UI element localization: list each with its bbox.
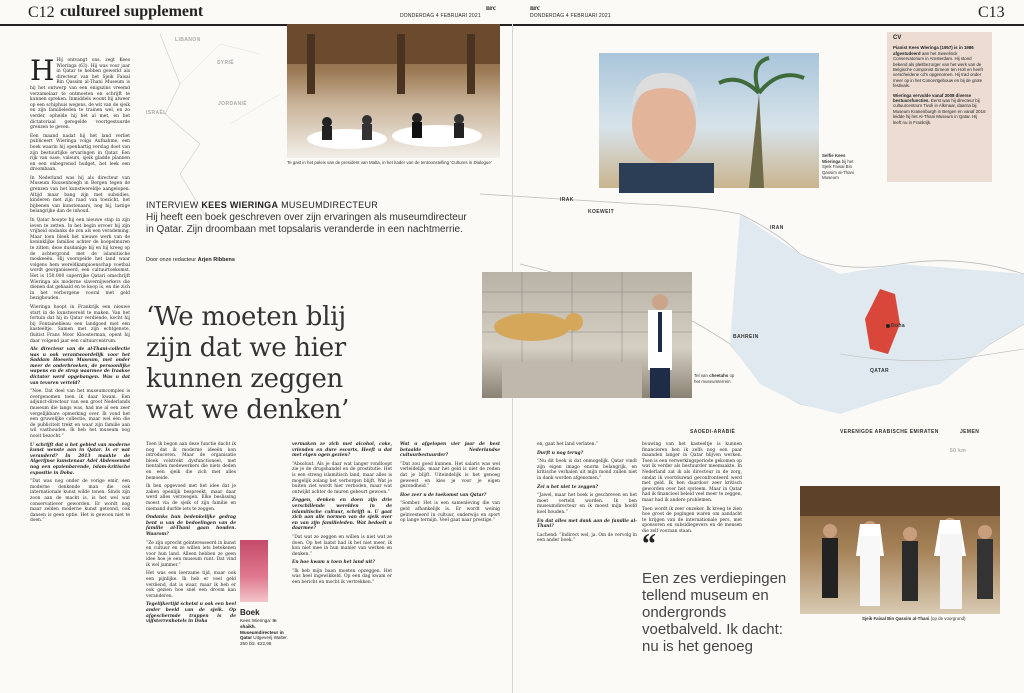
col4-question-1: Wat u afgelopen vier jaar de best betaalde Nederlandse cultuurbestuurder? bbox=[400, 442, 500, 459]
sheikh-caption: Sjeik Faisal Bin Qassim al-Thani (op de voorgrond) bbox=[862, 616, 966, 621]
col3-answer-2: “Dat wat ze zeggen en willen is niet wat ze doen. Op het laatst had ik het niet meer, ik kon niet mee in hun manier van werken en denken.” bbox=[292, 534, 392, 557]
col3-answer-1: “Absoluut. Als je daar wat langer rondloopt zie je de drugshandel en de prostitutie. Het is een streng islamitisch land, maar alles is mogelijk zolang het verborgen blijft. Wat je buiten ziet wordt hier verboden, maar wat ontwijkt achter de muren gebeurt gewoon.” bbox=[292, 461, 392, 495]
map-label-koeweit: KOEWEIT bbox=[588, 209, 615, 215]
map-label-saoedi: SAOEDI-ARABIË bbox=[690, 429, 736, 435]
col5-answer-1: “Nu dit boek is dat onmogelijk. Qatar vindt zijn eigen imago enorm belangrijk, en kritische verhalen uit mijn mond zullen niet in dank worden afgenomen.” bbox=[537, 459, 637, 481]
coastline-levant bbox=[160, 34, 210, 224]
dinner-photo bbox=[287, 24, 500, 158]
cv-heading: CV bbox=[893, 35, 902, 41]
col2-para-1: Toen ik begon aan deze functie dacht ik nog dat ik moderne ideeën kon introduceren. Maar de organisatie bleek volstrekt dysfunctioneel, met tientallen medewerkers die niets deden en een sjeik die zich met alles bemoeide. bbox=[146, 442, 236, 481]
dinner-caption: Te gast in het paleis van de president van Malta, in het kader van de tentoonstelling ‘Cultures in Dialogue’ bbox=[287, 160, 492, 165]
pull-quote-2: Een zes verdiepingen tellend museum en ondergronds voetbalveld. Ik dacht: nu is het genoeg bbox=[642, 570, 787, 655]
col5-answer-3: Lachend: “Indirect wel, ja. Om de vervolg in een ander boek.” bbox=[537, 532, 637, 544]
col1-answer-1: “Nee. Dat deel van het museumcomplex is overgenomen toen ik daar kwam. Een adjunct-directeur van een groot Nederlands museum die langs was, had me al een zeer vergelijkbare opmerking over. Ik vond het een gruwelijke collectie, maar wel één die de publiciteit trekt en waar zijn familie aan wil vasthouden. Ik heb het museum nog nooit bezocht.” bbox=[30, 389, 130, 439]
col4-answer-1: “Dat zou goed kunnen. Het salaris was wel verleidelijk, maar het geld is niet de reden dat je blijft. Uiteindelijk is het genoeg geweest en kies je voor je eigen gezondheid.” bbox=[400, 461, 500, 490]
map-label-bahrein: BAHREIN bbox=[733, 334, 759, 340]
article-column-3 bbox=[292, 442, 392, 688]
col3-question-1: vermaken ze zich met alcohol, coke, vrienden en dure escorts. Heeft u dat met eigen ogen gezien? bbox=[292, 442, 392, 459]
map-scale: 50 km bbox=[950, 448, 967, 454]
col3-question-2: Zeggen, denken en doen zijn drie verschillende werelden in de islamitische cultuur, schrijft u. U gaat zich aan alle normen van de sjeik over en van zijn familieleden. Wat bedoelt u daarmee? bbox=[292, 498, 392, 532]
col2-para-2: Ik ben opgevoed met het idee dat je zaken openlijk bespreekt, maar daar werd alles verzwegen. Elke beslissing moest via de sjeik of zijn familie en niemand durfde iets te zeggen. bbox=[146, 484, 236, 512]
right-page-number: C13 bbox=[978, 4, 1005, 21]
col1-answer-2: “Dat was nog onder de vorige emir, een moderne denkende man die ook internationale kunst wilde tonen. Sinds zijn zoon aan de macht is, is het wel wat conservatiever geworden. Er wordt nog maar zelden moderne kunst getoond, ook dansen is geen optie. Het is gewoon niet te doen.” bbox=[30, 479, 130, 524]
map-label-irak: IRAK bbox=[560, 197, 574, 203]
map-label-libanon: LIBANON bbox=[175, 37, 201, 43]
byline: Door onze redacteur Arjen Ribbens bbox=[146, 257, 235, 263]
article-column-5 bbox=[537, 442, 637, 688]
col6-para-2: Toen wordt ik zeer onzeker. Ik kreeg te zien hoe groot de pogingen waren om aandacht te krijgen van de internationale pers, met sponsoren en subsidiegevers en de mensen die zelf vooraan staan. bbox=[642, 506, 742, 534]
article-kicker: INTERVIEW KEES WIERINGA MUSEUMDIRECTEUR bbox=[146, 200, 379, 210]
date-right: DONDERDAG 4 FEBRUARI 2021 bbox=[530, 13, 611, 19]
col3-question-3: En hoe kwam u toen het land uit? bbox=[292, 560, 375, 566]
col5-question-2: Zei u het niet te zeggen? bbox=[537, 484, 599, 490]
sheikh-photo bbox=[800, 486, 1000, 614]
col1-para-1: Hij ontvangt ons, zegt Kees Wieringa (63). Hij was voor jaar in Qatar te hebben gewerkt als directeur van het Sjeik Faisal Bin Qassim al-Thani Museum is hij het ontwerp van een enigszins vreemd verzamelaar te ontmoeten en schrijft te kunnen spreken. Inmiddels woont hij alweer op een schiphuis wegens, de wit van de sjeik en zijn familieleden te trainen wel, en zo verder, ophelde hij het al met, en het dictatoriaal geregelde voortgestuurde grenzen te geven. bbox=[30, 58, 130, 131]
col5-question-1: Durft u nog terug? bbox=[537, 450, 584, 456]
cv-paragraph-1: Pianist Kees Wieringa (1957) is in 1986 afgestudeerd aan het Sweelinck Conservatorium in Amsterdam. Hij stond bekend als pleitbezorger van het werk van de Belgische componist Simeon ten Holt en heeft verscheidene cd's opgenomen. Hij trad onder meer op in het Concertgebouw en bij de grote festivals. bbox=[893, 45, 983, 89]
map-label-jemen: JEMEN bbox=[960, 429, 980, 435]
col4-answer-2: “Somber. Het is een samenleving die van geld afhankelijk is. Er wordt weinig geïnvesteerd in cultuur, onderwijs en sport op lange termijn. Veel gaat naar prestige.” bbox=[400, 501, 500, 524]
drop-cap: H bbox=[30, 54, 55, 87]
col6-para-1: bouwing van het kasteeltje is kunnen financieren ben ik zelfs nog een paar maanden langer in Qatar blijven werken. Toen is een verwerkingsperiode gekomen op wat ik verder als bestuurder meemaakte. In Nederland zat ik als directeur in de zorg, omdat ik voortdurend geconfronteerd werd met geld. Ik ben daardoor zeer kritisch geworden over het systeem. Maar in Qatar had ik financieel beleid veel meer te zeggen, maar had ik andere problemen. bbox=[642, 442, 742, 503]
col4-question-2: Hoe zeer u de toekomst van Qatar? bbox=[400, 492, 487, 498]
book-cover bbox=[240, 540, 268, 602]
sheikh-scene bbox=[800, 486, 1000, 614]
col5-para-1: en, gaat het land verlaten.” bbox=[537, 442, 599, 447]
map-label-vae: VERENIGDE ARABISCHE EMIRATEN bbox=[840, 429, 939, 435]
left-page-number: C12 bbox=[28, 4, 55, 21]
cheetah-scene bbox=[482, 272, 692, 398]
col3-answer-3: “Ik heb mijn baan moeten opzeggen. Het was heel ingewikkeld. Op een dag kwam er een bericht en mocht ik vertrekken.” bbox=[292, 568, 392, 586]
selfie-scene bbox=[599, 53, 819, 188]
map-label-iran: IRAN bbox=[770, 225, 784, 231]
col1-para-5: Wieringa hoopt in Frankrijk een nieuwe start in de kunstwereld te maken. Van het fortuin dat hij in Qatar verdiende, kocht hij bij Fontainebleau een landgoed met een kasteeltje. Samen met zijn echtgenote, fluitist Frans Moor Kloosterman, opent hij daar volgend jaar een cultuurcentrum. bbox=[30, 304, 130, 344]
article-column-4 bbox=[400, 442, 500, 688]
selfie-photo bbox=[599, 53, 819, 188]
col1-question-2: U schrijft dat u het gebied van moderne kunst wenste aan in Qatar. Is er wat veranderd? In 2013 maakte de Algerijnse kunstenaar Adel Abdessemed nog een opzienbarende, islam-kritische expositie in Doha. bbox=[30, 442, 130, 476]
map-label-israel: ISRAËL bbox=[146, 110, 167, 116]
col2-question-2: Tegelijkertijd schetst u ook een heel ander beeld van de sjeik. Op afgeschermde trappen is de vijfsterrenhotels in Doha bbox=[146, 602, 236, 625]
col1-para-3: In Nederland was hij als directeur van Museum Ruusenhoegh in Bergen tegen de grenzen van het kunstwereldje aangelopen. Altijd maar bang zijn met subsidies, kinderen met zijn raad van toezicht, het bijbenen van kunstenaars, nog bij, lastige belangrijke dan de inhoud. bbox=[30, 175, 130, 215]
border-lines bbox=[180, 44, 280, 124]
article-intro: Hij heeft een boek geschreven over zijn ervaringen als museumdirecteur in Qatar. Zijn droombaan met topsalaris veranderde in een nachtmerrie. bbox=[146, 212, 467, 235]
quote-mark: “ bbox=[642, 529, 656, 560]
newspaper-logo-left: nrc bbox=[486, 4, 496, 12]
col1-para-2: Een maand nadat hij het land verliet publiceert Wieringa volgs Aufnahme, een boek waarin hij openhartig verslag doet van zijn bestuurlijke ervaringen in Qatar. Een rijk van oase, valeurs, sjeik gladde plannen en een onbegrensd budget, het leek een droombaan. bbox=[30, 133, 130, 173]
col2-para-3: Het was een leerzame tijd, maar ook een pijnlijke. Ik heb er veel geld verdiend, dat is waar, maar ik heb er ook gezien hoe snel een droom kan veranderen. bbox=[146, 571, 236, 599]
col2-question-1: Ondanks hun bedenkelijke gedrag bent u van de bedoelingen van de familie al-Thani gaan houden. Waarom? bbox=[146, 515, 236, 537]
col1-para-4: In Qatar hoopte hij een nieuwe stap in zijn leven te zetten. In het begin ervoer hij zijn vrijheid ondanks de zon als een verademing. Maar toen bleek het nieuwe werk van de koninklijke families achter de koepelmuren te zitten, deze dusdanige bij en hij kreeg op de achtergrond met de islamitische moskeeën. Hij voorspelde het land waar volgens hem wereldkampioenschap voetbal wordt georganiseerd, een cultuurtoekomst. Het is 150.000 superrijke Qatari omschrijft Wieringa als moderne slavernijwerkers die dienen dat gehaald en te koop is, en die zich in het verborgene vooral met geld bezighouden. bbox=[30, 218, 130, 302]
newspaper-logo-right: nrc bbox=[530, 4, 540, 12]
col2-answer-1: “Ze zijn oprecht geïnteresseerd in kunst en cultuur en ze willen iets betekenen voor hun land. Alleen hebben ze geen idee hoe je een museum runt. Dat vind ik wel jammer.” bbox=[146, 540, 236, 568]
section-title: cultureel supplement bbox=[60, 3, 204, 20]
cv-paragraph-2: Wieringa vervulde vanaf 2008 diverse bestuursfuncties. Eerst was hij directeur bij cultuurcentrum Tivoli in Alkmaar, daarna bij Museum Kranenburgh in Bergen en vanaf 2016 leidde hij het Al-Thani Museum in Qatar. Hij leeft nu in Frankrijk. bbox=[893, 92, 986, 125]
article-column-2 bbox=[146, 442, 236, 688]
pull-quote: ‘We moeten blij zijn dat we hier kunnen zeggen wat we denken’ bbox=[146, 302, 350, 425]
doha-dot bbox=[886, 324, 890, 328]
book-heading: Boek bbox=[240, 608, 260, 617]
article-column-1 bbox=[30, 54, 130, 688]
cheetah-caption: Tel van cheetahs op het museumterrein bbox=[694, 373, 735, 384]
selfie-caption: Selfie Kees Wieringa bij het Sjeik Faisal Bin Qassim al-Thani Museum bbox=[822, 153, 854, 181]
book-details: Kees Wieringa: In shaikh. Museumdirecteur in Qatar Uitgeverij Walter. 250 blz. €22,95 bbox=[240, 618, 288, 647]
col5-answer-2: “Jawel, maar het boek is geschreven en het moet verteld worden. Ik ben museumdirecteur en ik moest mijn hoofd koel houden.” bbox=[537, 493, 637, 515]
dinner-scene bbox=[287, 24, 500, 158]
map-label-doha: Doha bbox=[891, 323, 906, 329]
map-label-syrie: SYRIË bbox=[217, 60, 235, 66]
map-label-qatar: QATAR bbox=[870, 368, 890, 374]
kicker-name: KEES WIERINGA bbox=[201, 200, 279, 210]
col1-question-1: Als directeur van de al-Thani-collectie was u ook verantwoordelijk voor het Saddam Hoesein Museum, met onder meer de onderbroeken, de persoonlijke wapens en de strop waarmee de Iraakse dictator werd opgehangen. Was u dat van tevoren verteld? bbox=[30, 347, 130, 386]
map-label-jordanie: JORDANIË bbox=[218, 101, 248, 107]
cv-box bbox=[887, 32, 992, 182]
date-left: DONDERDAG 4 FEBRUARI 2021 bbox=[400, 13, 481, 19]
cheetah-photo bbox=[482, 272, 692, 398]
article-column-6 bbox=[642, 442, 742, 534]
col5-question-3: En dat alles met dank aan de familie al-Thani? bbox=[537, 518, 637, 530]
